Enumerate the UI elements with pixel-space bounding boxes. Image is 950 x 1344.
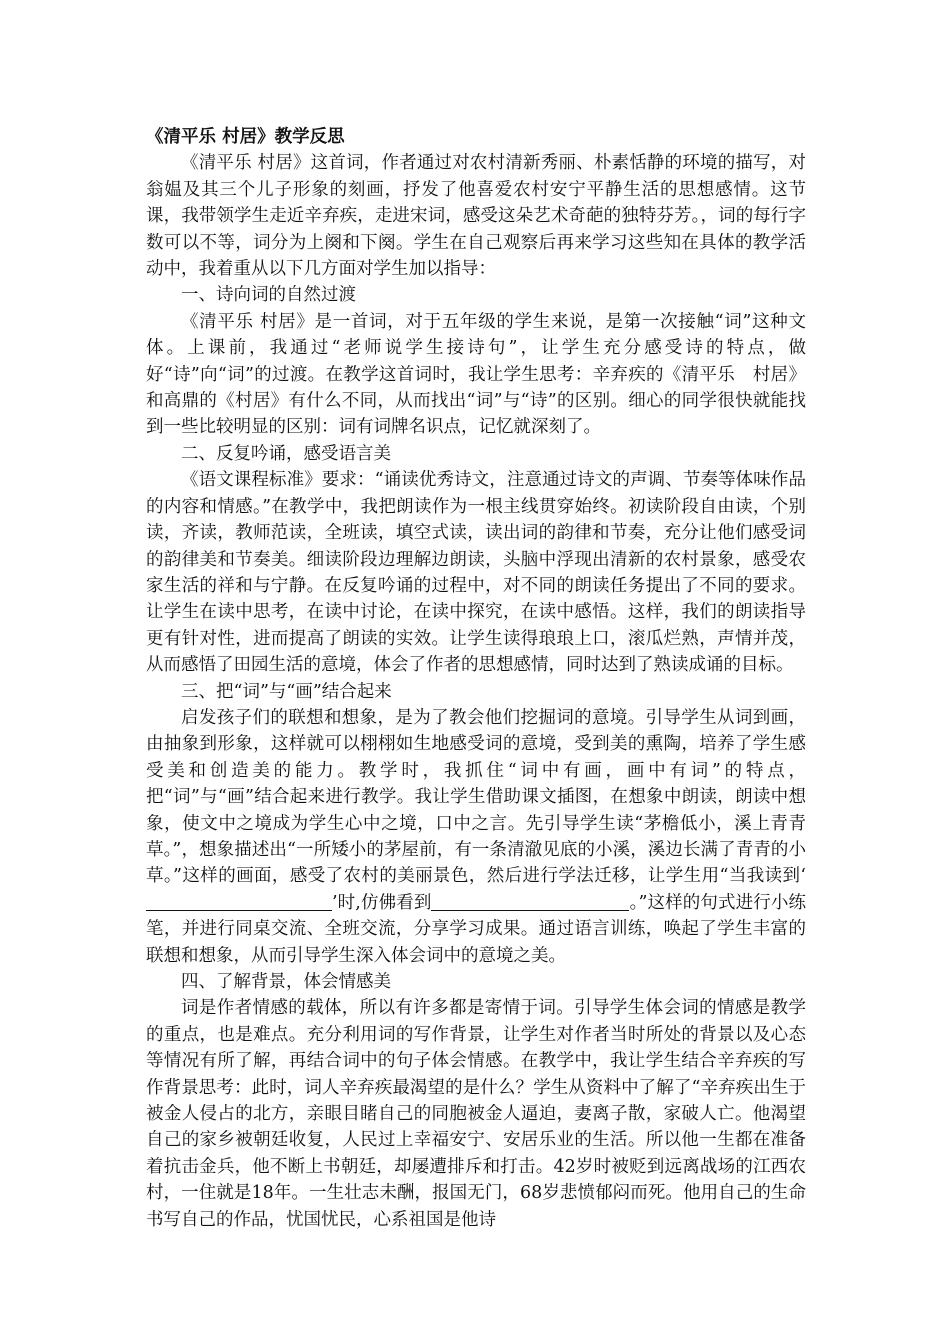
- document-page: [146, 124, 806, 1233]
- section-body-1: 《清平乐 村居》是一首词，对于五年级的学生来说，是第一次接触“词”这种文体。上课前，我通过“老师说学生接诗句”，让学生充分感受诗的特点，做好“诗”向“词”的过渡。在教学这首词时，我让学生思考：辛弃疾的《清平乐 村居》和高鼎的《村居》有什么不同，从而找出“词”与“诗”的区别。细心的同学很快就能找到一些比较明显的区别：词有词牌名识点，记忆就深刻了。: [146, 311, 806, 438]
- document-title: 《清平乐 村居》教学反思: [146, 127, 345, 147]
- fill-in-blank-2: [431, 892, 607, 911]
- intro-paragraph: 《清平乐 村居》这首词，作者通过对农村清新秀丽、朴素恬静的环境的描写，对翁媪及其三个儿子形象的刻画，抒发了他喜爱农村安宁平静生活的思想感情。这节课，我带领学生走近辛弃疾，走进宋词，感受这朵艺术奇葩的独特芬芳。，词的每行字数可以不等，词分为上阕和下阕。学生在自己观察后再来学习这些知在具体的教学活动中，我着重从以下几方面对学生加以指导：: [146, 153, 806, 280]
- section-body-3-part-1: 启发孩子们的联想和想象，是为了教会他们挖掘词的意境。引导学生从词到画，由抽象到形象，这样就可以栩栩如生地感受词的意境，受到美的熏陶，培养了学生感受美和创造美的能力。教学时，我抓住“词中有画，画中有词”的特点，把“词”与“画”结合起来进行教学。我让学生借助课文插图，在想象中朗读，朗读中想象，使文中之境成为学生心中之境，口中之言。先引导学生读“茅檐低小，溪上青青草。”，想象描述出“一所矮小的茅屋前，有一条清澈见底的小溪，溪边长满了青青的小草。”这样的画面，感受了农村的美丽景色，然后进行学法迁移，让学生用“当我读到‘: [146, 707, 806, 887]
- section-heading-2: 二、反复吟诵，感受语言美: [181, 443, 391, 464]
- section-body-3: [146, 705, 806, 969]
- fill-in-blank-1: [146, 892, 332, 911]
- section-heading-1: 一、诗向词的自然过渡: [181, 285, 356, 306]
- section-heading-4: 四、了解背景，体会情感美: [181, 972, 391, 992]
- section-body-4: 词是作者情感的载体，所以有许多都是寄情于词。引导学生体会词的情感是教学的重点，也是难点。充分利用词的写作背景，让学生对作者当时所处的背景以及心态等情况有所了解，再结合词中的句子体会情感。在教学中，我让学生结合辛弃疾的写作背景思考：此时，词人辛弃疾最渴望的是什么？学生从资料中了解了“辛弃疾出生于被金人侵占的北方，亲眼目睹自己的同胞被金人逼迫，妻离子散，家破人亡。他渴望自己的家乡被朝廷收复，人民过上幸福安宁、安居乐业的生活。所以他一生都在准备着抗击金兵，他不断上书朝廷，却屡遭排斥和打击。42岁时被贬到远离战场的江西农村，一住就是18年。一生壮志未酬，报国无门，68岁悲愤郁闷而死。他用自己的生命书写自己的作品，忧国忧民，心系祖国是他诗: [146, 998, 806, 1230]
- section-heading-3: 三、把“词”与“画”结合起来: [181, 681, 392, 702]
- section-body-2: 《语文课程标准》要求：“诵读优秀诗文，注意通过诗文的声调、节奏等体味作品的内容和情感。”在教学中，我把朗读作为一根主线贯穿始终。初读阶段自由读，个别读，齐读，教师范读，全班读，填空式读，读出词的韵律和节奏，充分让他们感受词的韵律美和节奏美。细读阶段边理解边朗读，头脑中浮现出清新的农村景象，感受农家生活的祥和与宁静。在反复吟诵的过程中，对不同的朗读任务提出了不同的要求。让学生在读中思考，在读中讨论，在读中探究，在读中感悟。这样，我们的朗读指导更有针对性，进而提高了朗读的实效。让学生读得琅琅上口，滚瓜烂熟，声情并茂，从而感悟了田园生活的意境，体会了作者的思想感情，同时达到了熟读成诵的目标。: [146, 470, 806, 676]
- section-body-3-part-2: ’时,仿佛看到: [332, 892, 432, 913]
- fill-in-blank-3: [607, 892, 629, 911]
- section-body-3-part-3: 。”这样的句式进行小练笔，并进行同桌交流、全班交流，分享学习成果。通过语言训练，唤起了学生丰富的联想和想象，从而引导学生深入体会词中的意境之美。: [146, 892, 806, 966]
